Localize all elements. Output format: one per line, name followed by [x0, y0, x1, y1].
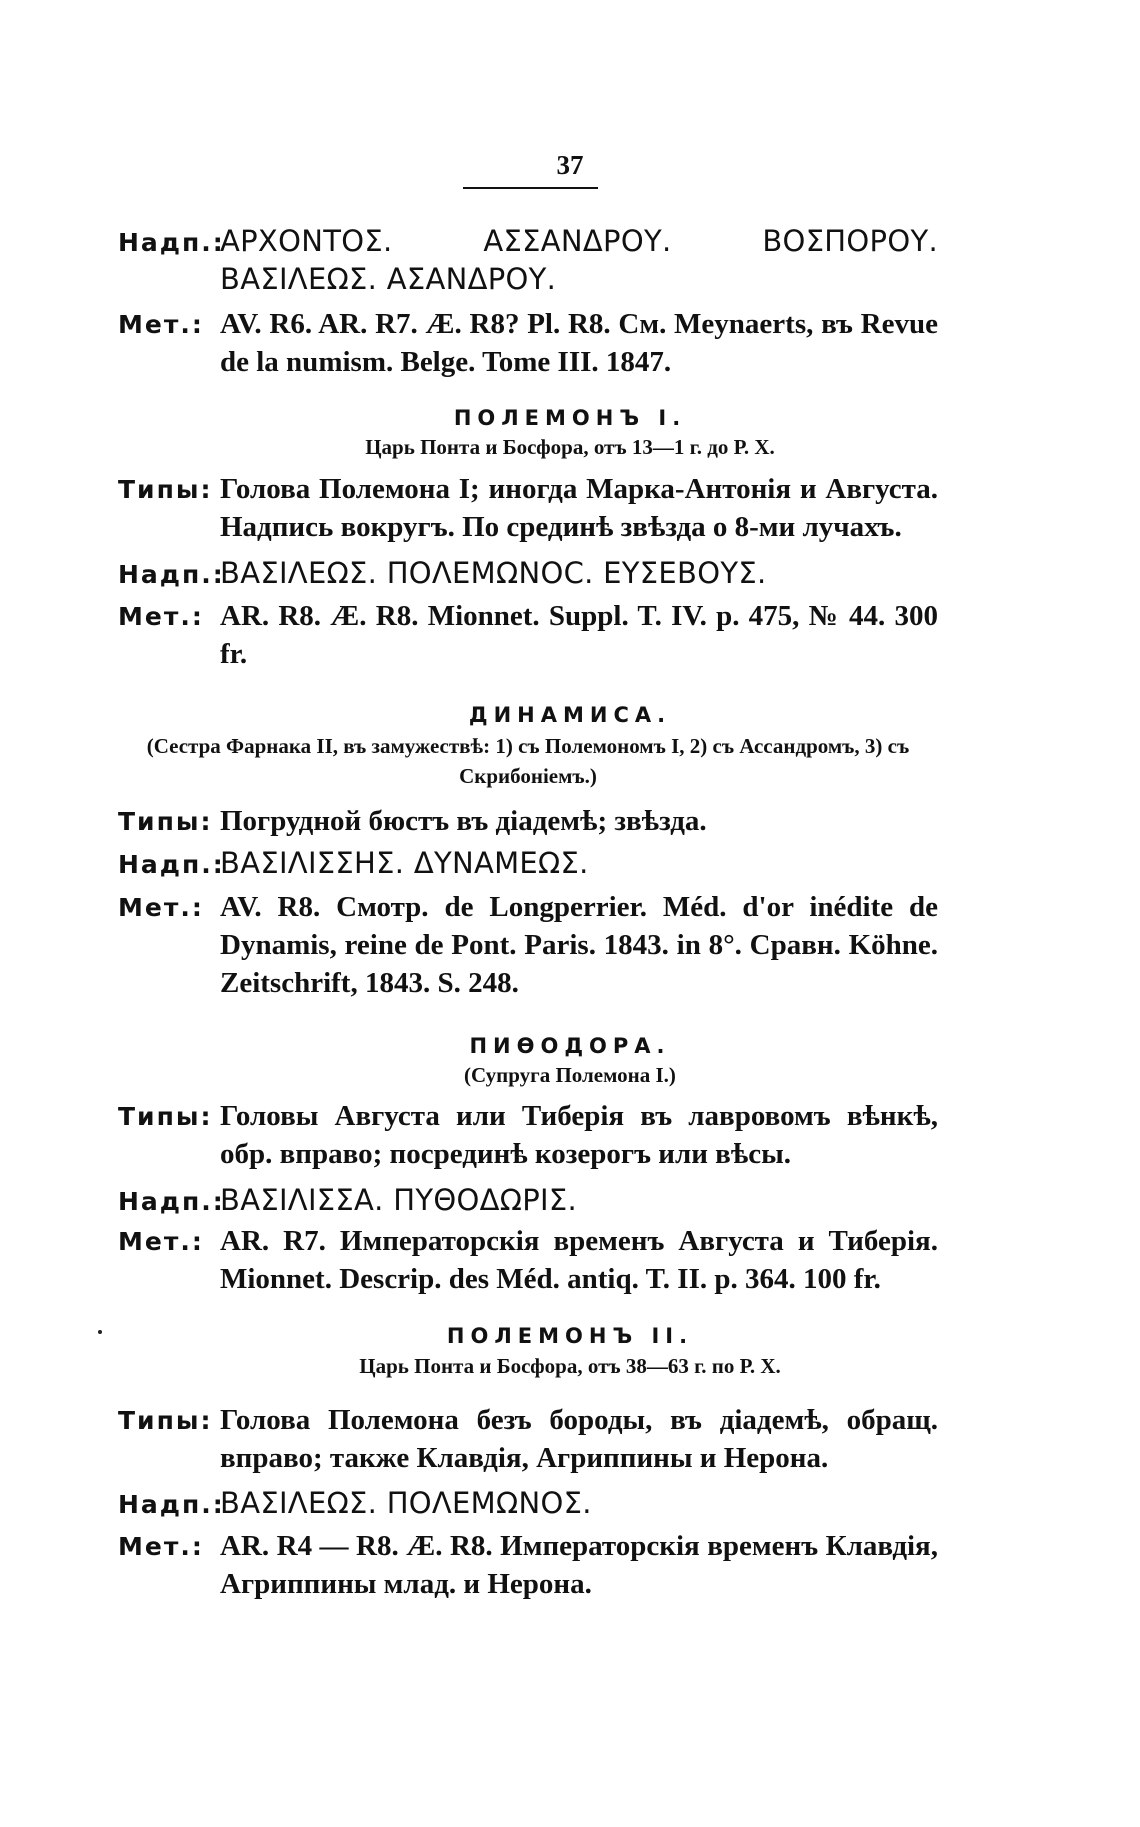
dynamis-types-text: Погрудной бюстъ въ діадемѣ; звѣзда. — [220, 805, 707, 837]
dynamis-metal-line — [118, 888, 938, 1002]
dynamis-types-line — [118, 803, 938, 840]
metal-label: Мет.: — [118, 1532, 204, 1561]
polemon2-types-text: Голова Полемона безъ бороды, въ діадемѣ, обращ. вправо; также Клавдія, Агриппины и Нерона. — [220, 1404, 938, 1474]
dynamis-subtitle: (Сестра Фарнака II, въ замужествѣ: 1) съ Полемономъ I, 2) съ Ассандромъ, 3) съ Скрибоніемъ.) — [146, 734, 910, 788]
top-metal-line — [118, 305, 938, 381]
pythodoris-metal-text: AR. R7. Императорскія временъ Августа и Тиберія. Mionnet. Descrip. des Méd. antiq. T. II. p. 364. 100 fr. — [220, 1225, 938, 1295]
top-inscription-text: ΑΡΧΟΝΤΟΣ. ΑΣΣΑΝΔΡΟΥ. ΒΟΣΠΟΡΟΥ. ΒΑΣΙΛΕΩΣ. ΑΣΑΝΔΡΟΥ. — [220, 224, 938, 296]
polemon1-metal-text: AR. R8. Æ. R8. Mionnet. Suppl. T. IV. p. 475, № 44. 300 fr. — [220, 600, 938, 670]
pythodoris-types-text: Головы Августа или Тиберія въ лавровомъ вѣнкѣ, обр. вправо; посрединѣ козерогъ или вѣсы. — [220, 1100, 938, 1170]
page-number: 37 — [556, 150, 584, 180]
inscription-label: Надп.: — [118, 1490, 225, 1519]
top-metal-text: AV. R6. AR. R7. Æ. R8? Pl. R8. См. Meynaerts, въ Revue de la numism. Belge. Tome III. 1847. — [220, 308, 938, 378]
polemon2-heading: ПОЛЕМОНЪ II. — [446, 1324, 694, 1348]
inscription-label: Надп.: — [118, 560, 225, 589]
polemon2-metal-line — [118, 1527, 938, 1603]
polemon1-inscription-line — [118, 555, 938, 592]
metal-label: Мет.: — [118, 310, 204, 339]
polemon1-types-line — [118, 470, 938, 546]
metal-label: Мет.: — [118, 893, 204, 922]
inscription-label: Надп.: — [118, 228, 225, 257]
pythodoris-types-line — [118, 1097, 938, 1173]
polemon1-types-text: Голова Полемона I; иногда Марка-Антонія и Августа. Надпись вокругъ. По срединѣ звѣзда о 8-ми лучахъ. — [220, 473, 938, 543]
metal-label: Мет.: — [118, 602, 204, 631]
dynamis-inscription-text: ΒΑΣΙΛΙΣΣΗΣ. ΔΥΝΑΜΕΩΣ. — [220, 846, 589, 880]
polemon1-heading: ПОЛЕМОНЪ I. — [453, 406, 687, 430]
polemon2-subtitle: Царь Понта и Босфора, отъ 38—63 г. по Р. Х. — [359, 1354, 781, 1378]
pythodoris-inscription-line — [118, 1182, 938, 1219]
polemon1-subtitle: Царь Понта и Босфора, отъ 13—1 г. до Р. Х. — [365, 435, 775, 459]
inscription-label: Надп.: — [118, 1187, 225, 1216]
polemon1-inscription-text: ΒΑΣΙΛΕΩΣ. ΠΟΛΕΜΩΝΟC. ΕΥΣΕΒΟΥΣ. — [220, 556, 767, 590]
metal-label: Мет.: — [118, 1227, 204, 1256]
pythodoris-heading: ПИѲОДОРА. — [469, 1034, 671, 1058]
pythodoris-metal-line — [118, 1222, 938, 1298]
polemon2-inscription-line — [118, 1485, 938, 1522]
pythodoris-subtitle: (Супруга Полемона I.) — [464, 1063, 676, 1087]
types-label: Типы: — [118, 475, 213, 504]
dynamis-metal-text: AV. R8. Смотр. de Longperrier. Méd. d'or inédite de Dynamis, reine de Pont. Paris. 1843. in 8°. Сравн. Köhne. Zeitschrift, 1843. S. 248. — [220, 891, 938, 999]
types-label: Типы: — [118, 807, 213, 836]
types-label: Типы: — [118, 1102, 213, 1131]
page-number-rule — [463, 187, 598, 189]
polemon2-types-line — [118, 1401, 938, 1477]
dynamis-heading: ДИНАМИСА. — [468, 703, 672, 727]
types-label: Типы: — [118, 1406, 213, 1435]
polemon2-inscription-text: ΒΑΣΙΛΕΩΣ. ΠΟΛΕΜΩΝΟΣ. — [220, 1486, 592, 1520]
pythodoris-inscription-text: ΒΑΣΙΛΙΣΣΑ. ΠΥΘΟΔΩΡΙΣ. — [220, 1183, 577, 1217]
inscription-label: Надп.: — [118, 850, 225, 879]
polemon1-metal-line — [118, 597, 938, 673]
polemon2-metal-text: AR. R4 — R8. Æ. R8. Императорскія временъ Клавдія, Агриппины млад. и Нерона. — [220, 1530, 938, 1600]
dynamis-inscription-line — [118, 845, 938, 882]
top-inscription-line — [118, 222, 938, 298]
